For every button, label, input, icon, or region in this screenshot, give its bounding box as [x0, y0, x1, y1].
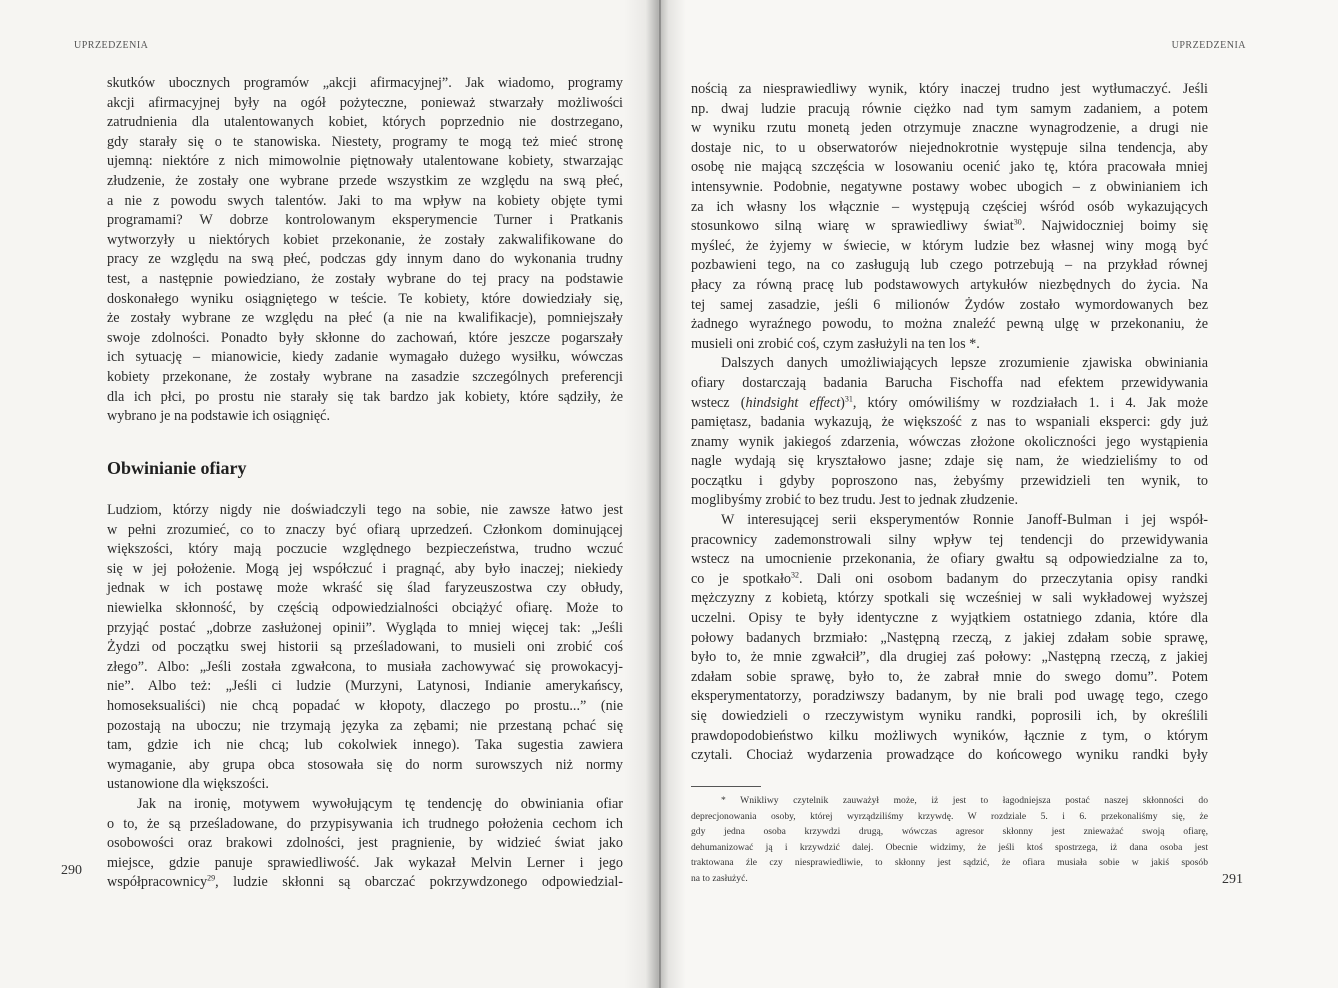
- text-line: prawdopodobieństwo kilku możliwych wyników, łącznie z tym, o którym: [691, 727, 1208, 744]
- text-line: pozostają na uboczu; nie trzymają języka za zębami; nie przestaną pchać się: [107, 717, 623, 734]
- text-line: się dowiedzieli o rzeczywistym wyniku randki, poprosili ich, by określili: [691, 708, 1208, 724]
- text-line: złudzenie, że zostały one wybrane przede wszystkim ze względu na swą płeć,: [107, 172, 623, 189]
- text-fragment: co je spotkało: [691, 570, 791, 587]
- text-fragment: . Najwidoczniej boimy się: [1021, 218, 1209, 235]
- text-line: dostaje nic, to u obserwatorów niejednokrotnie występuje silna tendencja, aby: [691, 139, 1208, 156]
- text-line: pracy ze względu na swą płeć, podczas gdy innym dano do wykonania trudny: [107, 251, 623, 268]
- text-line: [691, 394, 1208, 414]
- text-line: że zostały wybrane ze względu na płeć (a nie na kwalifikacje), pomniejszały: [107, 310, 623, 327]
- text-line: myśleć, że żyjemy w świecie, w którym ludzie bez własnej winy mogą być: [691, 237, 1208, 254]
- text-line: jednak w ich postawę może wkraść się ślad faryzeuszostwa czy obłudy,: [107, 580, 623, 597]
- text-line: płacy za równą pracę lub podstawowych artykułów niezbędnych do życia. Na: [691, 276, 1208, 293]
- text-line: wytworzyły u niektórych kobiet przekonanie, że zostały zakwalifikowane do: [107, 231, 623, 248]
- left-paragraph-2: [107, 501, 623, 893]
- left-page: [0, 0, 660, 988]
- text-line: osobowości oraz brakowi zdolności, jest pragnienie, by widzieć świat jako: [107, 835, 623, 852]
- text-line: doskonałego wyniku osiągniętego w teście. Te kobiety, które dowiedziały się,: [107, 290, 623, 307]
- text-line: gdy starały się o te stanowiska. Niestety, programy te mogą też mieć stronę: [107, 133, 623, 150]
- footnote-line: na to zasłużyć.: [691, 872, 748, 884]
- text-line: o to, że są prześladowane, do przypisywania ich trudnego położenia cechom ich: [107, 815, 623, 832]
- text-line: zdałam sobie sprawę, było to, że zabrał mnie do swego domu”. Potem: [691, 668, 1208, 685]
- text-line: zatrudnienia dla utalentowanych kobiet, których poprzednio nie dostrzegano,: [107, 114, 623, 131]
- text-line: w pełni zrozumieć, co to znaczy być ofiarą uprzedzeń. Członkom dominującej: [107, 521, 623, 538]
- text-line: za ich własny los włącznie – występują częściej wśród osób wykazujących: [691, 198, 1208, 215]
- text-line: programami? W dobrze kontrolowanym eksperymencie Turner i Pratkanis: [107, 212, 623, 229]
- text-line: znamy wynik jakiegoś zdarzenia, wówczas złożone okoliczności jego wystąpienia: [691, 433, 1208, 450]
- text-line: akcji afirmacyjnej były na ogół pożyteczne, ponieważ stwarzały możliwości: [107, 94, 623, 111]
- text-line: Dalszych danych umożliwiających lepsze zrozumienie zjawiska obwiniania: [721, 355, 1208, 372]
- footnote-line: traktowana źle czy niesprawiedliwie, to skłonny jest sądzić, że ofiara musiała sobie w jakiś sposób: [691, 857, 1208, 869]
- text-line: dla ich płci, po prostu nie starały się tak bardzo jak kobiety, które sądziły, że: [107, 388, 623, 405]
- text-line: skutków ubocznych programów „akcji afirmacyjnej”. Jak wiadomo, programy: [107, 75, 623, 91]
- text-line: żadnego wyraźnego powodu, to można znaleźć pewną ulgę w przekonaniu, że: [691, 316, 1208, 333]
- right-paragraphs: [691, 80, 1208, 766]
- text-fragment: stosunkowo silną wiarę w sprawiedliwy świat: [691, 218, 1014, 235]
- text-line: W interesującej serii eksperymentów Ronnie Janoff-Bulman i jej współ-: [721, 512, 1208, 529]
- footnote-line: gdy jedna osoba krzywdzi drugą, wówczas agresor skłonny jest znieważać swoją ofiarę,: [691, 826, 1208, 838]
- text-line: pracownicy zademonstrowali silny wpływ tej tendencji do przewidywania: [691, 531, 1208, 548]
- text-line: [691, 570, 1208, 590]
- text-line: [107, 873, 623, 893]
- text-line: eksperymentatorzy, poradziwszy badanym, by nie brali pod uwagę tego, czego: [691, 688, 1208, 705]
- text-line: tej samej zasadzie, jeśli 6 milionów Żydów zostało wymordowanych bez: [691, 296, 1208, 313]
- text-line: pamiętasz, badania wykazują, że większość z nas to wspaniali eksperci: gdy już: [691, 414, 1208, 431]
- section-heading: Obwinianie ofiary: [107, 458, 247, 478]
- text-line: Ludziom, którzy nigdy nie doświadczyli tego na sobie, nie zawsze łatwo jest: [107, 502, 623, 518]
- text-line: nie”. Albo też: „Jeśli ci ludzie (Murzyni, Latynosi, Indianie amerykańscy,: [107, 678, 623, 695]
- text-line: połowy badanych brzmiało: „Następną rzeczą, z jakiej zdałam sobie sprawę,: [691, 629, 1208, 646]
- right-page: [660, 0, 1338, 988]
- text-fragment: ): [840, 394, 845, 411]
- footnote-ref: 30: [1013, 217, 1022, 227]
- text-fragment-italic: hindsight effect: [745, 394, 841, 411]
- text-line: wybrano je na podstawie ich osiągnięć.: [107, 408, 330, 425]
- text-line: się w jej położenie. Mogą jej współczuć i pragnąć, aby było inaczej; niekiedy: [107, 560, 623, 577]
- text-line: większości, który mają poczucie względnego bezpieczeństwa, trudno wczuć: [107, 541, 623, 558]
- text-line: moglibyśmy zrobić to bez trudu. Jest to jednak złudzenie.: [691, 492, 1019, 509]
- text-line: przyjąć postać „dobrze zasłużonej opinii”. Wygląda to mniej więcej tak: „Jeśli: [107, 619, 623, 636]
- footnote-divider: [691, 786, 761, 787]
- footnote-line: deprecjonowania osoby, której wyrządziliśmy krzywdę. W rozdziale 5. i 6. przekonaliśmy się, że: [691, 810, 1208, 822]
- text-line: złego”. Albo: „Jeśli została zgwałcona, to musiała zachowywać się prowokacyj-: [107, 658, 623, 675]
- text-line: kobiety przekonane, że zostały wybrane na zasadzie szczególnych preferencji: [107, 368, 623, 385]
- page-number-left: 290: [61, 863, 82, 878]
- text-fragment: wstecz (: [691, 394, 746, 411]
- footnote: [691, 793, 1208, 887]
- footnote-ref: 29: [207, 873, 216, 883]
- text-line: swoje zdolności. Ponadto były skłonne do zachowań, które jeszcze pogarszały: [107, 329, 623, 346]
- running-head-right: UPRZEDZENIA: [1171, 40, 1246, 51]
- text-fragment: , który omówiliśmy w rozdziałach 1. i 4. Jak może: [852, 394, 1208, 411]
- text-fragment: współpracownicy: [107, 874, 208, 891]
- text-fragment: . Dali oni osobom badanym do przeczytania opisy randki: [799, 570, 1208, 587]
- text-line: nagle wydają się kryształowo jasne; zdaje się nam, że wiedzieliśmy to od: [691, 453, 1208, 470]
- text-line: niewielka skłonność, by częścią odpowiedzialności obciążyć ofiarę. Może to: [107, 599, 623, 616]
- text-line: początku i gdyby poproszono nas, żebyśmy przewidzieli ten wynik, to: [691, 472, 1208, 489]
- text-line: intensywnie. Podobnie, negatywne postawy wobec ubogich – z obwinianiem ich: [691, 178, 1208, 195]
- text-line: wstecz na umocnienie przekonania, że ofiary gwałtu są odpowiedzialne za to,: [691, 551, 1208, 568]
- text-line: czytali. Chociaż wydarzenia prowadzące do końcowego wyniku randki były: [691, 747, 1208, 764]
- text-fragment: , ludzie skłonni są obarczać pokrzywdzonego odpowiedzial-: [215, 874, 623, 891]
- text-line: musieli oni zrobić coś, czym zasłużyli na ten los *.: [691, 335, 980, 352]
- text-line: ofiary dostarczają badania Barucha Fischoffa nad efektem przewidywania: [691, 374, 1208, 391]
- text-line: było to, że mnie zgwałcił”, dla drugiej zaś połowy: „Następną rzeczą, z jakiej: [691, 649, 1208, 666]
- text-line: [691, 217, 1208, 237]
- text-line: nością za niesprawiedliwy wynik, który inaczej trudno jest wytłumaczyć. Jeśli: [691, 81, 1208, 97]
- text-line: a nie z powodu swych talentów. Jaki to ma wpływ na kobiety objęte tymi: [107, 192, 623, 209]
- text-line: np. dwaj ludzie pracują równie ciężko nad tym samym zadaniem, a potem: [691, 100, 1208, 117]
- text-line: Żydzi od początku swej historii są prześladowani, to musieli oni zrobić coś: [107, 639, 623, 656]
- text-line: uczelni. Opisy te były identyczne z wyjątkiem ostatniego zdania, które dla: [691, 610, 1208, 627]
- text-line: ujemną: niektóre z nich mimowolnie piętnowały utalentowane kobiety, stwarzając: [107, 153, 623, 170]
- text-line: ich sytuację – mianowicie, kiedy zadanie wymagało dużego wysiłku, wówczas: [107, 349, 623, 366]
- footnote-ref: 31: [844, 393, 853, 403]
- text-line: pozbawieni tego, na co zasługują lub czego potrzebują – na przykład równej: [691, 257, 1208, 274]
- text-line: wymaganie, aby grupa obca stosowała się do norm surowszych niż normy: [107, 756, 623, 773]
- text-line: homoseksualiści) nie chcą popadać w kłopoty, dlaczego po prostu...” (nie: [107, 697, 623, 714]
- running-head-left: UPRZEDZENIA: [74, 40, 149, 51]
- text-line: ustanowione dla większości.: [107, 776, 269, 793]
- text-line: mężczyzny z kobietą, którzy spotkali się wcześniej w sali wykładowej wyższej: [691, 590, 1208, 607]
- text-line: miejsce, gdzie panuje sprawiedliwość. Jak wykazał Melvin Lerner i jego: [107, 854, 623, 871]
- footnote-ref: 32: [791, 570, 799, 580]
- text-line: Jak na ironię, motywem wywołującym tę tendencję do obwiniania ofiar: [137, 795, 623, 812]
- footnote-line: * Wnikliwy czytelnik zauważył może, iż jest to łagodniejsza postać naszej skłonności do: [721, 795, 1208, 806]
- book-spine-line: [659, 0, 661, 988]
- page-number-right: 291: [1222, 872, 1243, 887]
- text-line: w wyniku rzutu monetą jeden otrzymuje znaczne wynagrodzenie, a drugi nie: [691, 120, 1208, 137]
- text-line: test, a następnie powiedziano, że zostały wybrane do tej pracy na podstawie: [107, 270, 623, 287]
- left-paragraph-1: [107, 74, 623, 427]
- text-line: tam, gdzie ich nie chcą; lub cokolwiek innego). Taka sugestia zawiera: [107, 737, 623, 754]
- footnote-line: dehumanizować ją i krzywdzić dalej. Obecnie widzimy, że jeśli ktoś spostrzega, iż dana osoba jest: [691, 841, 1208, 853]
- text-line: osobę nie mającą szczęścia w losowaniu ocenić jako tę, która pracowała mniej: [691, 159, 1208, 176]
